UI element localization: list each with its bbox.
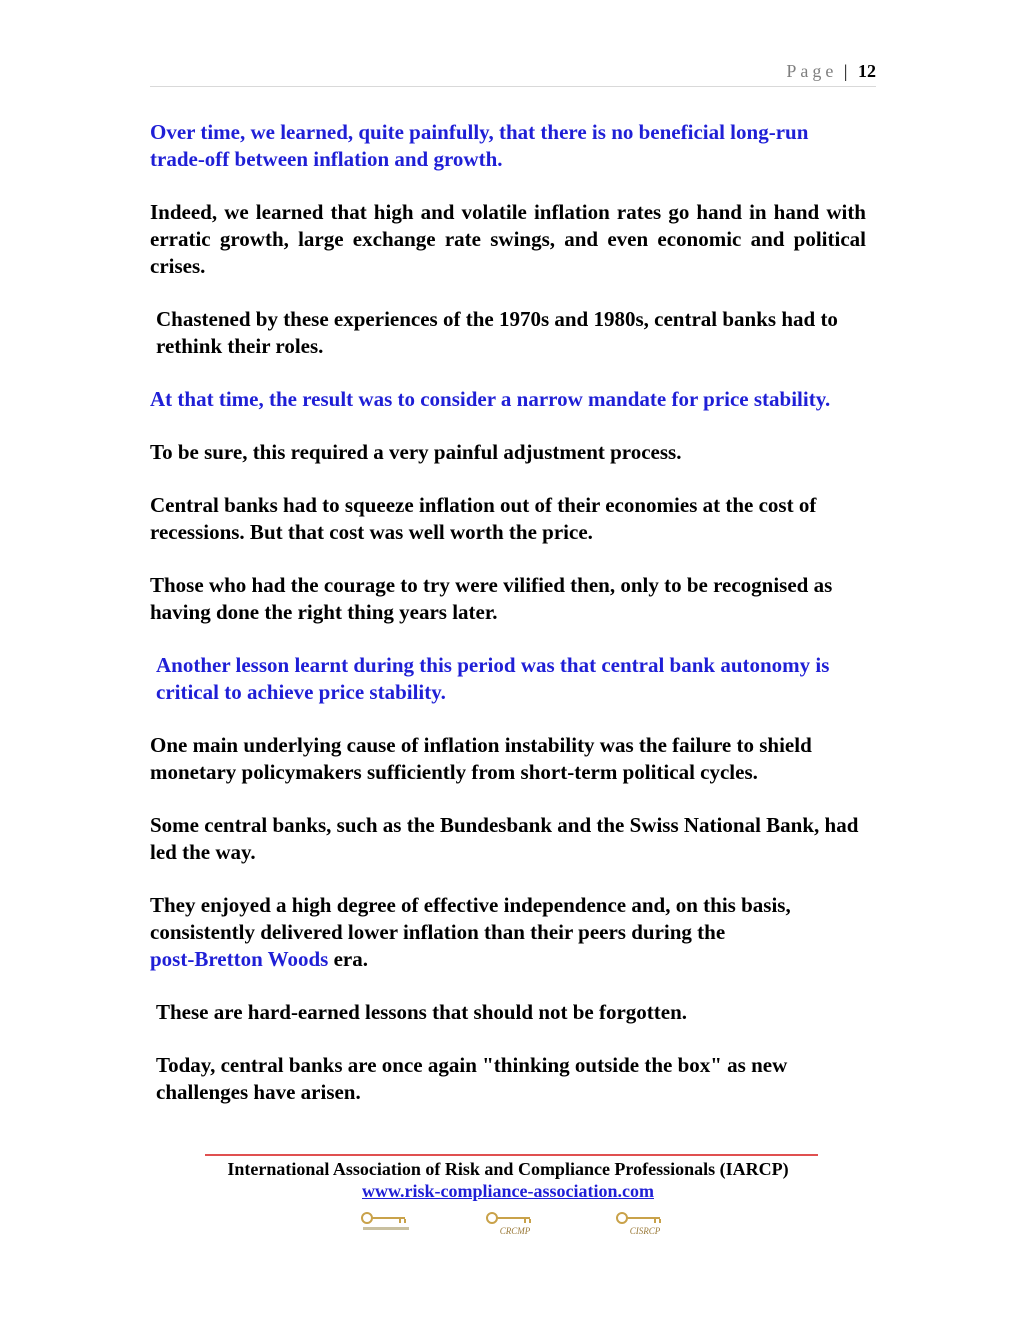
paragraph-independence: [150, 892, 866, 973]
footer-organization: International Association of Risk and Compliance Professionals (IARCP): [227, 1159, 789, 1179]
paragraph-lessons: These are hard-earned lessons that should not be forgotten.: [156, 1000, 688, 1024]
key-icon: [616, 1211, 664, 1225]
paragraph-tradeoff: Over time, we learned, quite painfully, that there is no beneficial long-run trade-off between inflation and growth.: [150, 120, 809, 171]
page-number-label: [786, 58, 876, 84]
footer-divider: [205, 1154, 818, 1156]
paragraph-autonomy: Another lesson learnt during this period was that central bank autonomy is critical to achieve price stability.: [156, 653, 830, 704]
key-icon: [486, 1211, 534, 1225]
certification-logo-crcmp: [486, 1211, 544, 1241]
paragraph-adjustment: To be sure, this required a very painful adjustment process.: [150, 440, 682, 464]
paragraph-bundesbank: Some central banks, such as the Bundesbank and the Swiss National Bank, had led the way.: [150, 813, 859, 864]
post-bretton-woods-link[interactable]: post-Bretton Woods: [150, 947, 329, 971]
paragraph-today: Today, central banks are once again "thinking outside the box" as new challenges have arisen.: [156, 1053, 788, 1104]
certification-logo-1: [361, 1211, 419, 1241]
page-number: 12: [858, 61, 876, 81]
paragraph-chastened: Chastened by these experiences of the 1970s and 1980s, central banks had to rethink their roles.: [156, 307, 838, 358]
paragraph-courage: Those who had the courage to try were vilified then, only to be recognised as having done the right thing years later.: [150, 573, 833, 624]
paragraph-squeeze-inflation: Central banks had to squeeze inflation out of their economies at the cost of recessions. But that cost was well worth the price.: [150, 493, 817, 544]
page-separator: |: [843, 61, 848, 81]
paragraph-underlying-cause: One main underlying cause of inflation instability was the failure to shield monetary policymakers sufficiently from short-term political cycles.: [150, 733, 812, 784]
independence-text: They enjoyed a high degree of effective independence and, on this basis, consistently delivered lower inflation than their peers during the: [150, 893, 791, 944]
independence-era: era.: [333, 947, 368, 971]
crcmp-label: CRCMP: [499, 1226, 531, 1236]
page-footer: [150, 1158, 866, 1202]
key-icon: [361, 1211, 409, 1225]
footer-website-link[interactable]: www.risk-compliance-association.com: [362, 1181, 654, 1201]
paragraph-volatile-inflation: Indeed, we learned that high and volatile inflation rates go hand in hand with erratic growth, large exchange rate swings, and even economic and political crises.: [150, 200, 866, 278]
page-header: [150, 58, 876, 87]
certification-logo-cisrcp: [616, 1211, 674, 1241]
paragraph-narrow-mandate: At that time, the result was to consider a narrow mandate for price stability.: [150, 387, 831, 411]
cisrcp-label: CISRCP: [629, 1226, 661, 1236]
document-body: [150, 119, 866, 1132]
page-word: Page: [786, 61, 838, 81]
